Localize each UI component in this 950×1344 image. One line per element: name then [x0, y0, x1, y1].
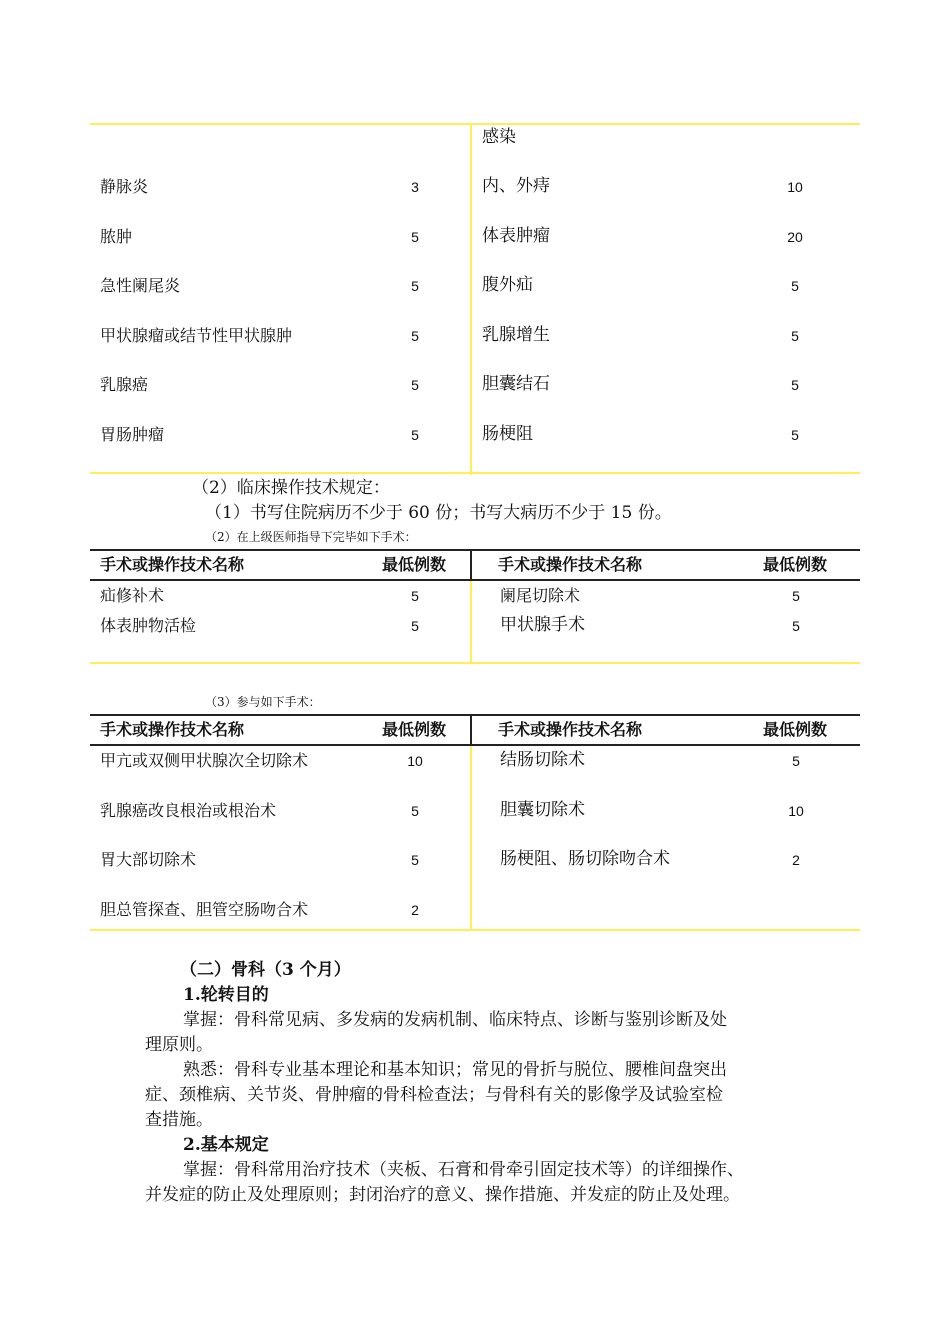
table-header-name: 手术或操作技术名称: [100, 720, 245, 739]
table-header-name: 手术或操作技术名称: [100, 555, 245, 574]
table-row-left-count: 3: [411, 179, 419, 195]
table-row-left-name: 胆总管探查、胆管空肠吻合术: [100, 900, 309, 919]
table-row-right-count: 5: [791, 377, 799, 393]
table-row-right-name: 体表肿瘤: [482, 226, 550, 246]
section-line-small: （2）在上级医师指导下完毕如下手术：: [205, 530, 417, 544]
table-header-count: 最低例数: [763, 555, 828, 574]
table-row-left-count: 5: [411, 278, 419, 294]
table-row-right-count: 20: [787, 229, 803, 245]
section-title: （2）临床操作技术规定：: [192, 478, 390, 498]
table-bottom-rule: [90, 929, 860, 931]
table-row-right-count: 5: [792, 618, 800, 634]
table-header-rule: [90, 579, 860, 581]
table-row-right-count: 2: [792, 852, 800, 868]
table-bottom-rule: [90, 472, 860, 474]
table-row-left-count: 5: [411, 427, 419, 443]
table-row-right-count: 10: [788, 803, 804, 819]
table-row-left-name: 乳腺癌改良根治或根治术: [100, 801, 277, 820]
table-divider: [470, 123, 472, 475]
table-row-left-name: 疝修补术: [100, 586, 165, 605]
table-top-rule: [90, 123, 860, 125]
table-row-right-count: 5: [791, 427, 799, 443]
table-row-right-count: 10: [787, 179, 803, 195]
section-line-small: （3）参与如下手术：: [205, 695, 321, 709]
table-row-left-count: 2: [411, 902, 419, 918]
table-row-left-name: 甲状腺瘤或结节性甲状腺肿: [100, 326, 293, 345]
table-row-left-count: 10: [407, 753, 423, 769]
table-header-divider: [470, 714, 472, 745]
table-header-name: 手术或操作技术名称: [498, 720, 643, 739]
table-row-left-count: 5: [411, 618, 419, 634]
table-row-right-name: 内、外痔: [482, 176, 550, 196]
table-row-right-name: 胆囊切除术: [500, 800, 585, 820]
table-row-left-count: 5: [411, 803, 419, 819]
section-line: （1）书写住院病历不少于 60 份；书写大病历不少于 15 份。: [205, 503, 672, 523]
subsection-heading: 1.轮转目的: [183, 985, 269, 1005]
table-row-right-count: 5: [792, 753, 800, 769]
paragraph-line: 掌握：骨科常用治疗技术（夹板、石膏和骨牵引固定技术等）的详细操作、: [183, 1160, 744, 1180]
table-divider: [470, 581, 472, 663]
table-row-left-count: 5: [411, 852, 419, 868]
table-row-right-name: 肠梗阻: [482, 424, 533, 444]
table-row-left-count: 5: [411, 229, 419, 245]
paragraph-line: 症、颈椎病、关节炎、骨肿瘤的骨科检查法；与骨科有关的影像学及试验室检: [145, 1085, 723, 1105]
table-bottom-rule: [90, 662, 860, 664]
table-row-right-count: 5: [791, 278, 799, 294]
table-header-count: 最低例数: [382, 555, 447, 574]
table-row-right-name: 腹外疝: [482, 275, 533, 295]
table-row-left-name: 体表肿物活检: [100, 616, 197, 635]
table-row-left-count: 5: [411, 377, 419, 393]
table-row-left-name: 急性阑尾炎: [100, 276, 181, 295]
table-header-count: 最低例数: [763, 720, 828, 739]
subsection-heading: 2.基本规定: [183, 1135, 269, 1155]
table-row-left-name: 静脉炎: [100, 177, 149, 196]
paragraph-line: 掌握：骨科常见病、多发病的发病机制、临床特点、诊断与鉴别诊断及处: [183, 1010, 727, 1030]
table-row-left-name: 乳腺癌: [100, 375, 149, 394]
table-row-right-name: 肠梗阻、肠切除吻合术: [500, 849, 670, 869]
table-cell-right-top: 感染: [482, 127, 516, 147]
table-row-right-name: 胆囊结石: [482, 374, 550, 394]
table-row-right-name: 甲状腺手术: [500, 615, 585, 635]
table-row-left-name: 胃肠肿瘤: [100, 425, 165, 444]
section-heading: （二）骨科（3 个月）: [180, 960, 351, 980]
table-row-left-name: 甲亢或双侧甲状腺次全切除术: [100, 751, 309, 770]
table-header-count: 最低例数: [382, 720, 447, 739]
table-row-right-count: 5: [792, 588, 800, 604]
table-top-rule: [90, 714, 860, 716]
table-row-left-name: 脓肿: [100, 227, 133, 246]
table-header-divider: [470, 549, 472, 580]
table-row-right-count: 5: [791, 328, 799, 344]
paragraph-line: 理原则。: [145, 1035, 213, 1055]
table-row-right-name: 乳腺增生: [482, 325, 550, 345]
paragraph-line: 查措施。: [145, 1110, 213, 1130]
paragraph-line: 并发症的防止及处理原则；封闭治疗的意义、操作措施、并发症的防止及处理。: [145, 1185, 740, 1205]
table-top-rule: [90, 549, 860, 551]
table-header-name: 手术或操作技术名称: [498, 555, 643, 574]
table-row-left-count: 5: [411, 588, 419, 604]
table-row-right-name: 结肠切除术: [500, 750, 585, 770]
table-divider: [470, 746, 472, 930]
table-row-right-name: 阑尾切除术: [500, 586, 581, 605]
paragraph-line: 熟悉：骨科专业基本理论和基本知识；常见的骨折与脱位、腰椎间盘突出: [183, 1060, 727, 1080]
table-row-left-count: 5: [411, 328, 419, 344]
table-header-rule: [90, 744, 860, 746]
table-row-left-name: 胃大部切除术: [100, 850, 197, 869]
